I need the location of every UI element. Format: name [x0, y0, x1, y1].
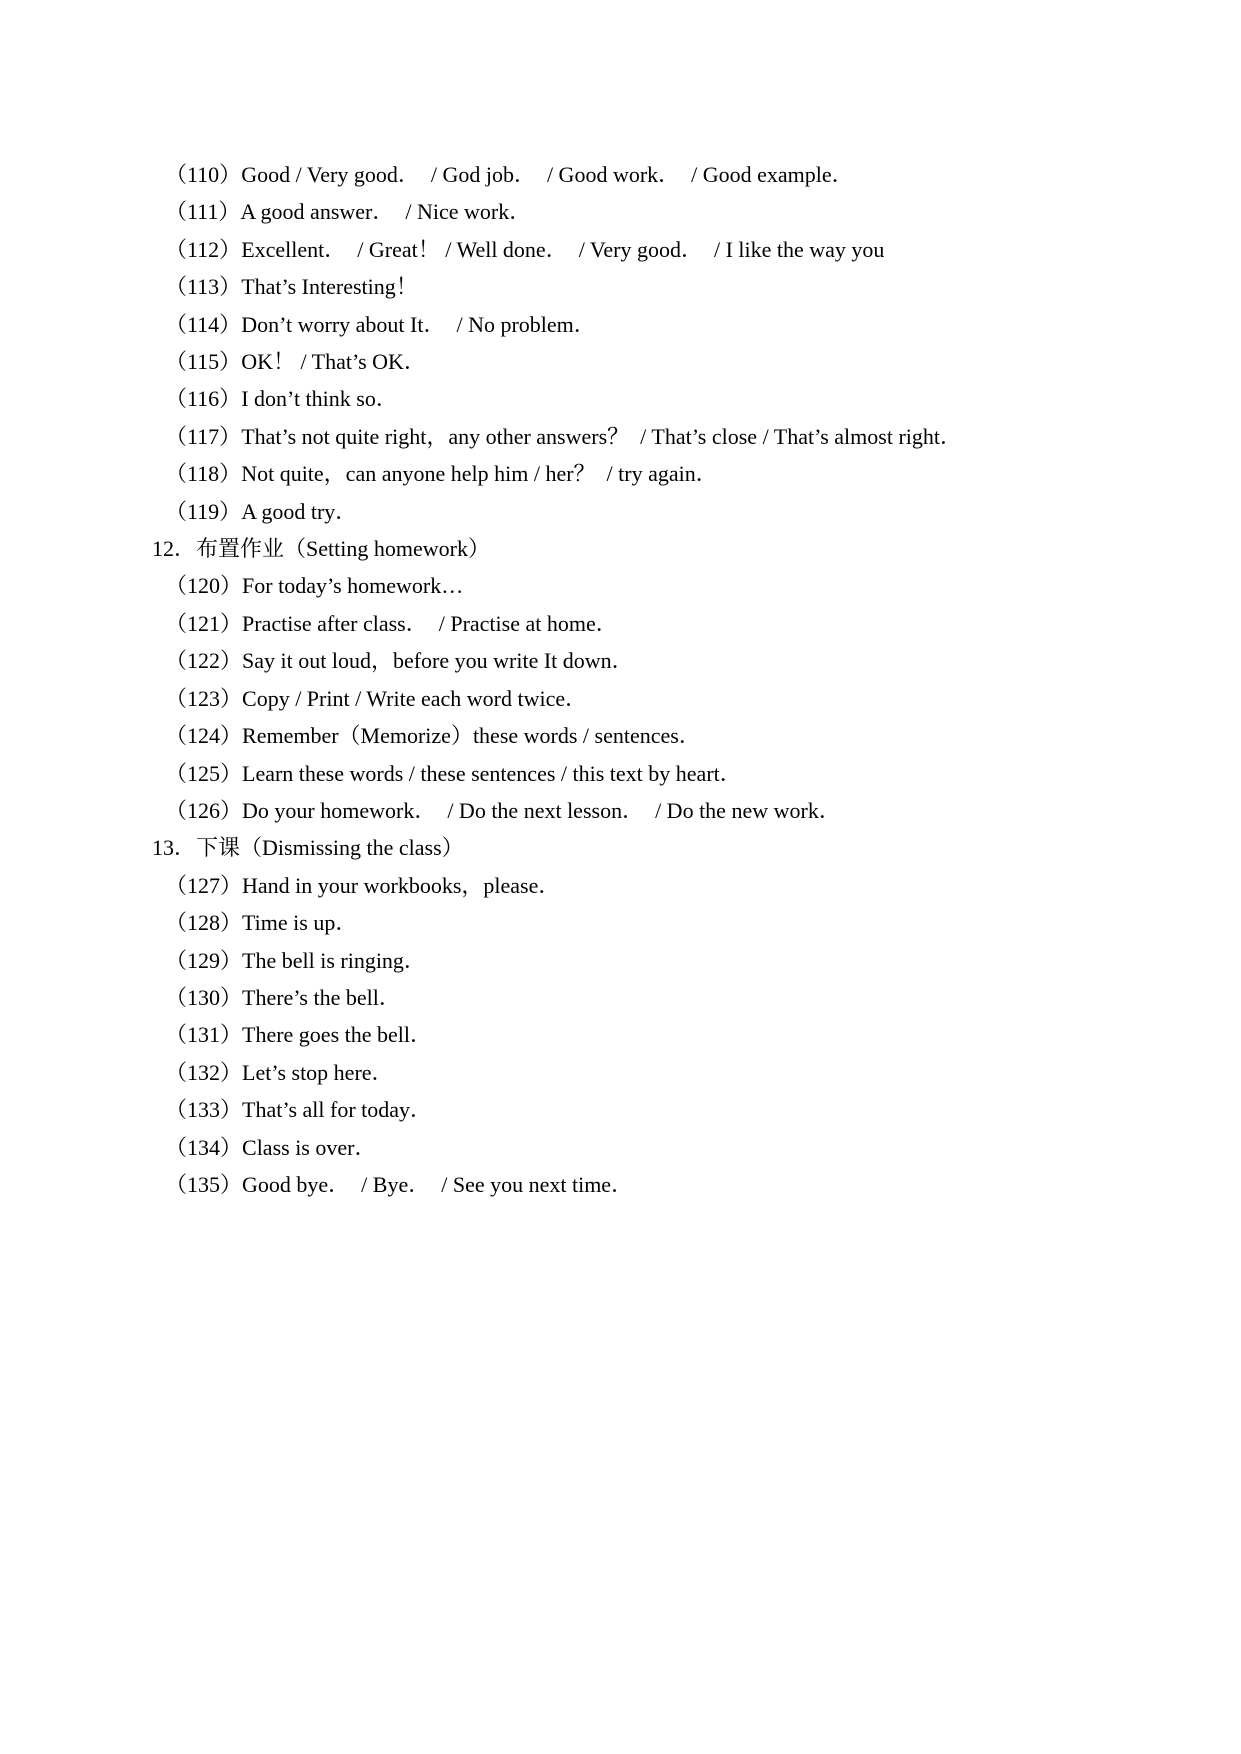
- phrase-line: [152, 792, 1132, 829]
- section-number: 13．: [152, 835, 197, 861]
- line-number: （132）: [165, 1059, 243, 1085]
- phrase-line: [152, 1054, 1132, 1091]
- line-number: （124）: [165, 723, 243, 749]
- phrase-line: [152, 680, 1132, 717]
- phrase-line: [152, 755, 1132, 792]
- line-text: Do your homework． / Do the next lesson． / Do the new work．: [242, 797, 841, 823]
- line-number: （134）: [165, 1134, 243, 1160]
- phrase-line: [152, 380, 1132, 417]
- phrase-line: [152, 567, 1132, 604]
- line-text: That’s not quite right，any other answers？ / That’s close / That’s almost right．: [241, 423, 962, 449]
- line-number: （129）: [165, 947, 243, 973]
- phrase-line: [152, 979, 1132, 1016]
- line-text: There goes the bell．: [242, 1022, 433, 1048]
- line-text: Good bye． / Bye． / See you next time．: [242, 1171, 634, 1197]
- phrase-line: [152, 268, 1132, 305]
- line-number: （122）: [165, 648, 243, 674]
- line-text: Say it out loud，before you write It down．: [242, 648, 634, 674]
- line-number: （121）: [165, 610, 243, 636]
- line-text: Class is over．: [242, 1134, 377, 1160]
- line-number: （130）: [165, 984, 243, 1010]
- line-text: For today’s homework…: [242, 573, 464, 599]
- phrase-line: [152, 642, 1132, 679]
- phrase-line: [152, 605, 1132, 642]
- line-text: The bell is ringing．: [242, 947, 426, 973]
- phrase-line: [152, 942, 1132, 979]
- line-number: （135）: [165, 1171, 243, 1197]
- line-text: Good / Very good． / God job． / Good work． / Good example．: [241, 162, 854, 187]
- line-number: （115）: [165, 349, 242, 375]
- line-number: （118）: [165, 461, 242, 487]
- section-title: 下课（Dismissing the class）: [196, 835, 464, 861]
- line-number: （114）: [165, 311, 242, 337]
- line-text: Remember（Memorize）these words / sentences．: [242, 723, 701, 749]
- phrase-line: [152, 231, 1132, 268]
- phrase-line: [152, 156, 1132, 193]
- line-number: （112）: [165, 236, 242, 262]
- line-text: There’s the bell．: [242, 984, 401, 1010]
- line-number: （127）: [165, 872, 243, 898]
- line-text: Hand in your workbooks，please．: [242, 872, 561, 898]
- line-text: That’s Interesting！: [241, 274, 418, 300]
- line-number: （125）: [165, 760, 243, 786]
- section-heading: [152, 530, 1132, 567]
- line-number: （128）: [165, 910, 243, 936]
- line-text: Not quite，can anyone help him / her？ / try again．: [241, 461, 718, 487]
- phrase-line: [152, 193, 1132, 230]
- line-text: OK！ / That’s OK．: [241, 349, 426, 375]
- line-number: （116）: [165, 386, 242, 412]
- section-title: 布置作业（Setting homework）: [196, 536, 490, 562]
- phrase-line: [152, 493, 1132, 530]
- phrase-line: [152, 1166, 1132, 1203]
- line-number: （113）: [165, 274, 242, 300]
- phrase-line: [152, 343, 1132, 380]
- document-body: [152, 156, 1132, 1203]
- line-text: Don’t worry about It． / No problem．: [241, 311, 596, 337]
- phrase-line: [152, 455, 1132, 492]
- line-text: Learn these words / these sentences / this text by heart．: [242, 760, 742, 786]
- line-text: A good answer． / Nice work．: [240, 199, 532, 225]
- line-number: （119）: [165, 498, 242, 524]
- line-text: Copy / Print / Write each word twice．: [242, 685, 588, 711]
- phrase-line: [152, 867, 1132, 904]
- phrase-line: [152, 418, 1132, 455]
- phrase-line: [152, 717, 1132, 754]
- line-text: Practise after class． / Practise at home．: [242, 610, 618, 636]
- phrase-line: [152, 1091, 1132, 1128]
- phrase-line: [152, 1016, 1132, 1053]
- line-number: （111）: [165, 199, 241, 225]
- line-number: （133）: [165, 1097, 243, 1123]
- line-text: That’s all for today．: [242, 1097, 433, 1123]
- phrase-line: [152, 904, 1132, 941]
- line-number: （117）: [165, 423, 242, 449]
- line-number: （123）: [165, 685, 243, 711]
- line-text: Excellent． / Great！ / Well done． / Very good． / I like the way you: [241, 236, 885, 262]
- line-number: （120）: [165, 573, 243, 599]
- section-number: 12．: [152, 536, 197, 562]
- phrase-line: [152, 1129, 1132, 1166]
- line-text: I don’t think so．: [241, 386, 398, 412]
- line-number: （110）: [165, 162, 242, 187]
- section-heading: [152, 829, 1132, 866]
- line-text: Time is up．: [242, 910, 358, 936]
- line-text: Let’s stop here．: [242, 1059, 394, 1085]
- phrase-line: [152, 306, 1132, 343]
- line-number: （126）: [165, 797, 243, 823]
- line-number: （131）: [165, 1022, 243, 1048]
- line-text: A good try．: [241, 498, 358, 524]
